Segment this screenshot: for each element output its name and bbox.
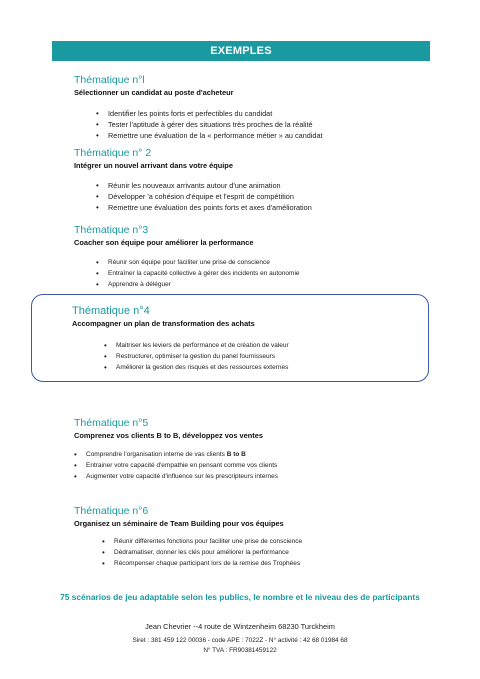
examples-banner: EXEMPLES — [52, 41, 430, 61]
theme-5-list — [86, 449, 434, 482]
theme-2-subtitle: Intégrer un nouvel arrivant dans votre équipe — [74, 161, 233, 170]
list-item: • Tester l'aptitude à gérer des situations très proches de la réalité — [108, 119, 434, 130]
list-item — [86, 449, 434, 460]
theme-2-list — [108, 180, 434, 213]
theme-1-subtitle: Sélectionner un candidat au poste d'acheteur — [74, 88, 234, 97]
theme-3-list — [108, 257, 434, 290]
theme-3 — [74, 224, 434, 290]
list-item: • Maitriser les leviers de performance et de création de valeur — [116, 340, 432, 351]
list-item: • Réunir son équipe pour faciliter une prise de conscience — [108, 257, 434, 268]
list-item-text: Comprendre l'organisation interne de vas clients — [86, 451, 225, 458]
list-item: • Remettre une évaluation de la « performance métier » au candidat — [108, 130, 434, 141]
list-item: • Apprendre à déléguer — [108, 279, 434, 290]
list-item: • Développer 'a cohésion d'équipe et l'esprit de compétition — [108, 191, 434, 202]
theme-6-list — [114, 536, 434, 569]
list-item: • Entraîner la capacité collective à gérer des incidents en autonomie — [108, 268, 434, 279]
theme-2 — [74, 147, 434, 213]
tva-line: N° TVA : FR90381459122 — [203, 647, 277, 654]
theme-1 — [74, 74, 434, 141]
list-item: • Réunir différentes fonctions pour faciliter une prise de conscience — [114, 536, 434, 547]
theme-6-title: Thématique n°6 — [74, 505, 149, 517]
list-item: • Identifier les points forts et perfectibles du candidat — [108, 108, 434, 119]
list-item: • Augmenter votre capacité d'influence sur les prescripteurs internes — [86, 471, 434, 482]
list-item: • Améliorer la gestion des risques et des ressources externes — [116, 362, 432, 373]
list-item: • Dédramatiser, donner les clés pour améliorer la performance — [114, 547, 434, 558]
list-item-bold: B to B — [226, 451, 246, 458]
theme-1-title: Thématique n°l — [74, 74, 145, 86]
theme-4 — [72, 305, 432, 373]
theme-3-title: Thématique n°3 — [74, 224, 149, 236]
list-item: • Remettre une évaluation des points forts et axes d'amélioration — [108, 202, 434, 213]
theme-2-title: Thématique n° 2 — [74, 147, 152, 159]
contact-address: Jean Chevrier --4 route de Wintzenheim 68230 Turckheim — [145, 622, 335, 631]
theme-6-subtitle: Organisez un séminaire de Team Building pour vos équipes — [74, 519, 284, 528]
theme-4-list — [116, 340, 432, 373]
scenarios-tagline: 75 scénarios de jeu adaptable selon les publics, le nombre et le niveau des de participants — [60, 592, 420, 602]
list-item: • Entrainer votre capacité d'empathie en pensant comme vos clients — [86, 460, 434, 471]
theme-3-subtitle: Coacher son équipe pour améliorer la performance — [74, 238, 254, 247]
siret-line: Siret : 381 459 122 00036 - code APE : 7022Z - N° activité : 42 68 01984 68 — [132, 637, 348, 644]
theme-5-subtitle: Comprenez vos clients B to B, développez vos ventes — [74, 431, 263, 440]
theme-5 — [74, 417, 434, 482]
theme-1-list — [108, 108, 434, 141]
theme-6 — [74, 505, 434, 569]
theme-4-title: Thématique n°4 — [72, 305, 150, 317]
list-item: • Réunir les nouveaux arrivants autour d'une animation — [108, 180, 434, 191]
list-item: • Restructurer, optimiser la gestion du panel fournisseurs — [116, 351, 432, 362]
theme-5-title: Thématique n°5 — [74, 417, 149, 429]
list-item: • Récompenser chaque participant lors de la remise des Trophées — [114, 558, 434, 569]
theme-4-subtitle: Accompagner un plan de transformation des achats — [72, 319, 255, 328]
